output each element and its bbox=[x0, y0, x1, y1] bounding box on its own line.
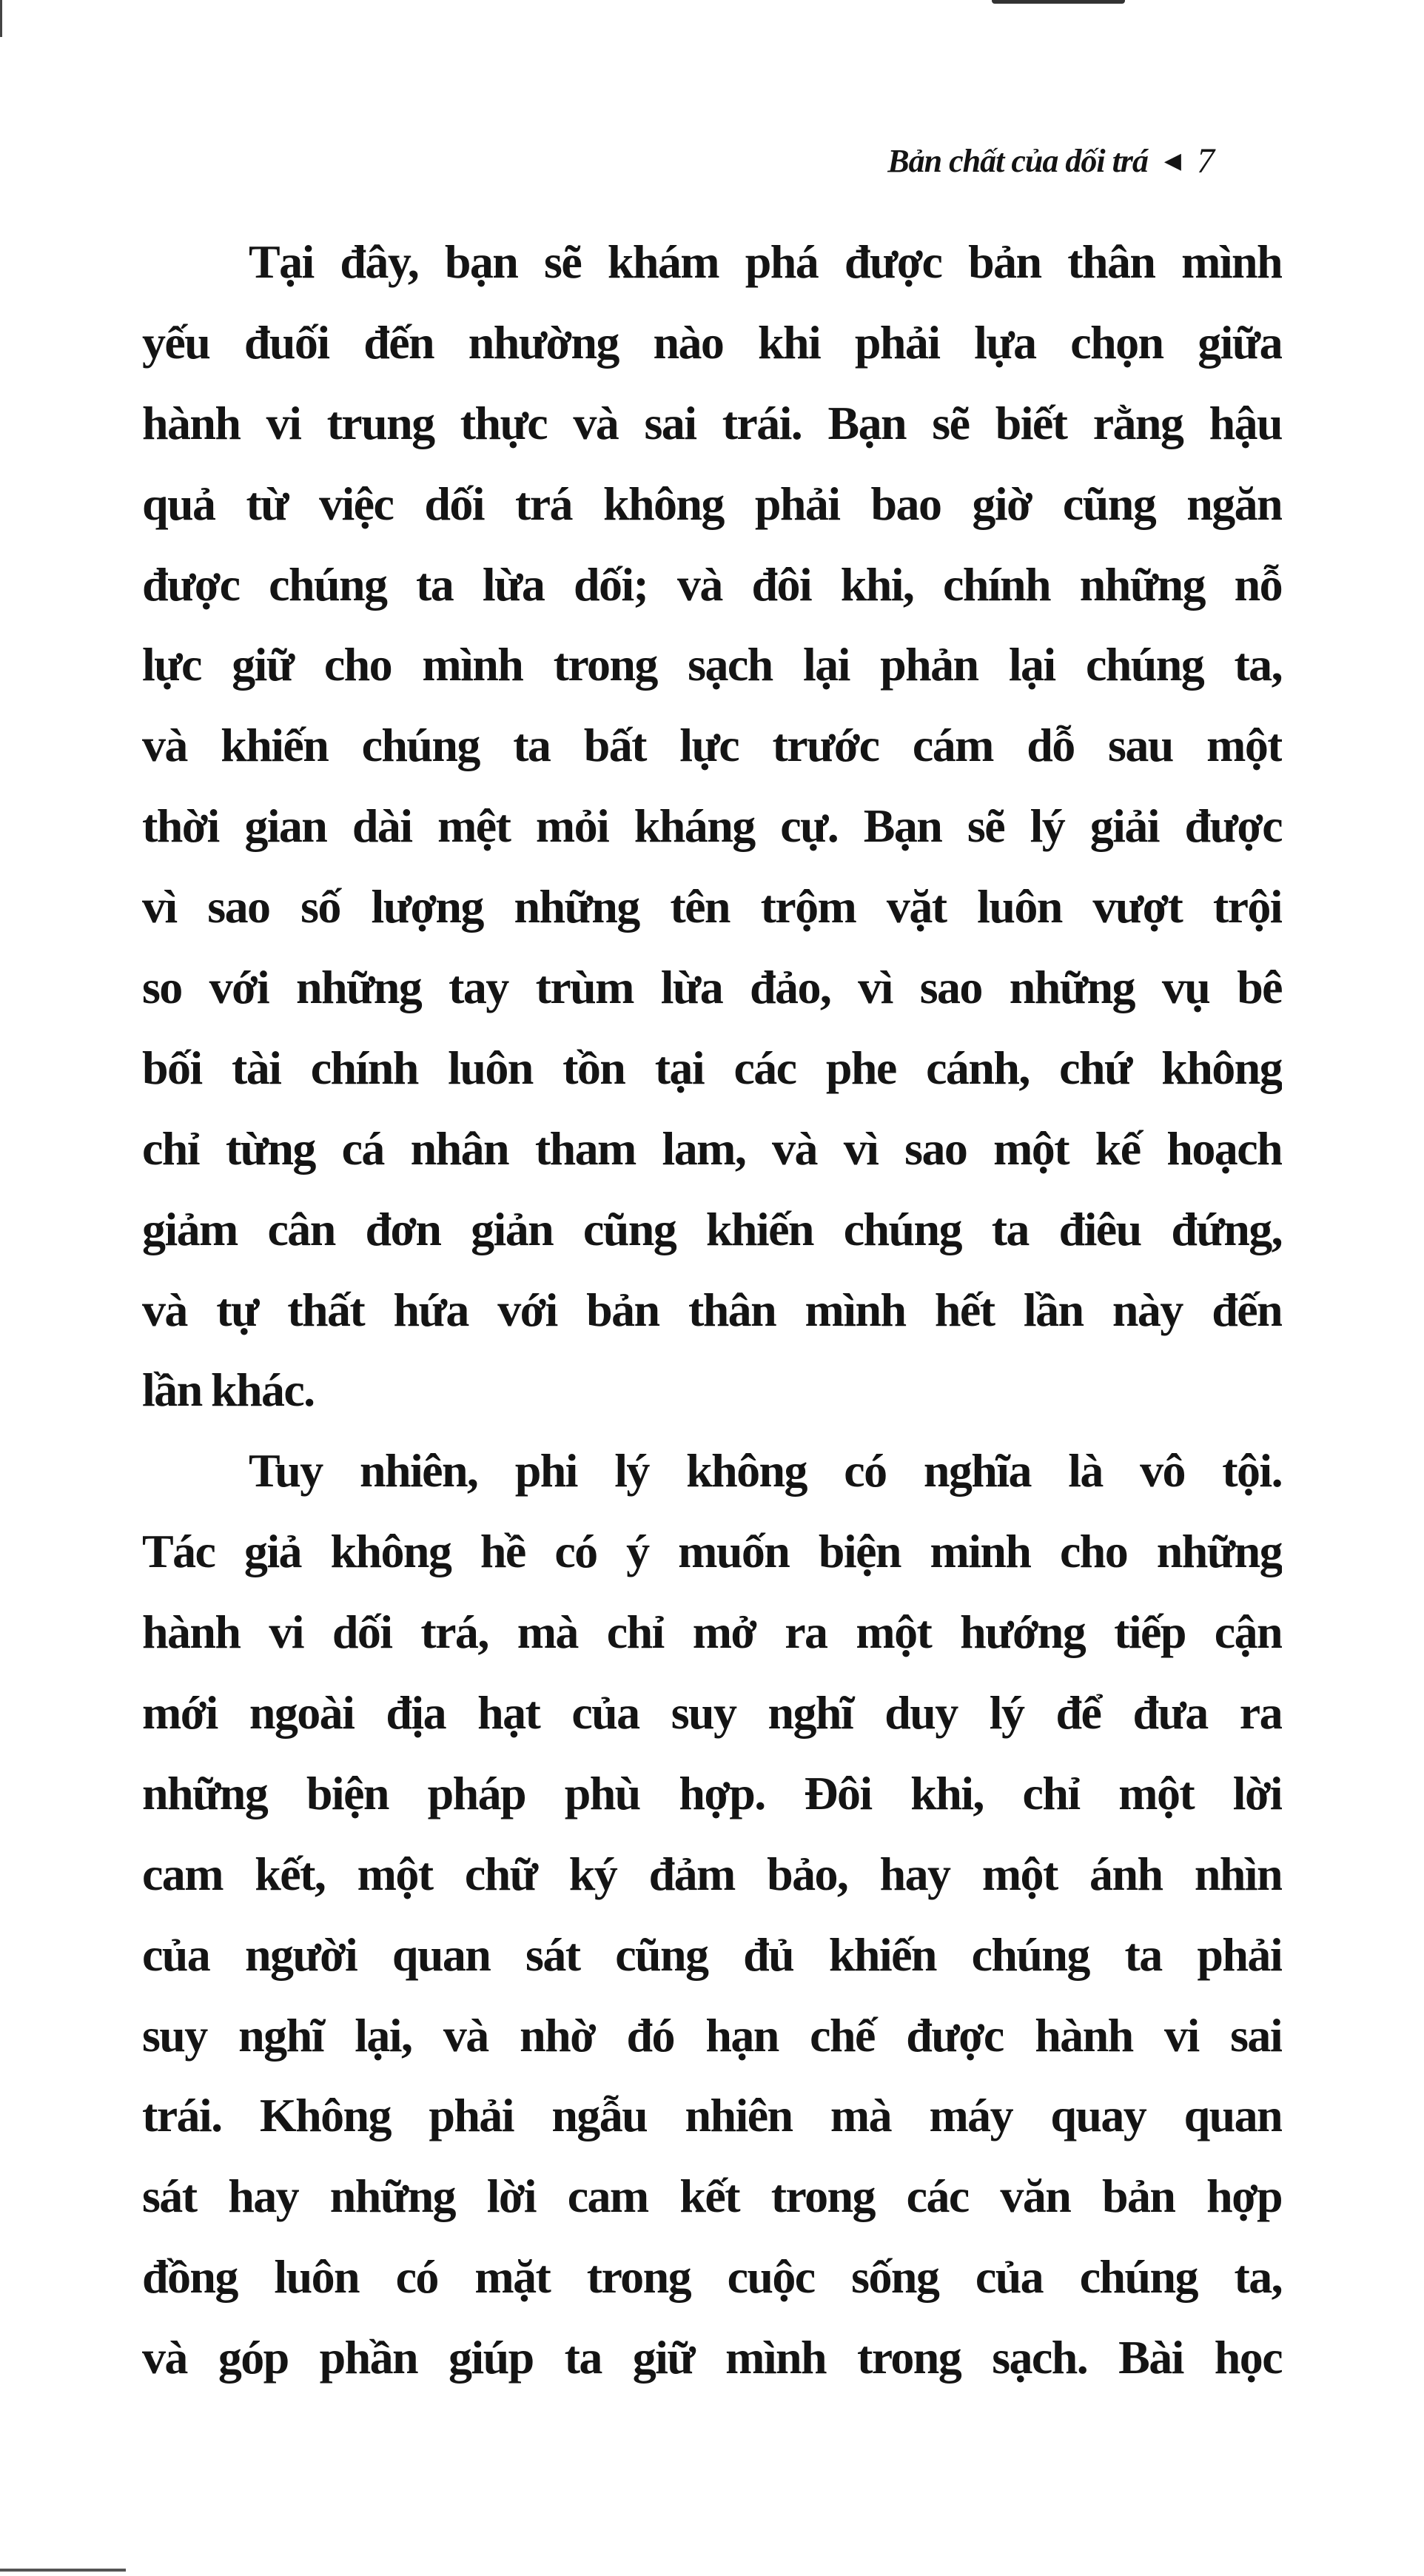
text-line: những biện pháp phù hợp. Đôi khi, chỉ một lời bbox=[142, 1766, 1282, 1819]
text-line: Tác giả không hề có ý muốn biện minh cho những bbox=[142, 1525, 1282, 1578]
page-number: 7 bbox=[1197, 141, 1214, 181]
text-line: lần khác. bbox=[142, 1364, 315, 1417]
text-line: quả từ việc dối trá không phải bao giờ cũng ngăn bbox=[142, 477, 1282, 530]
text-line: chỉ từng cá nhân tham lam, và vì sao một kế hoạch bbox=[142, 1121, 1282, 1175]
paragraph bbox=[142, 1431, 1282, 2398]
text-line: mới ngoài địa hạt của suy nghĩ duy lý để đưa ra bbox=[142, 1686, 1282, 1740]
running-head bbox=[887, 141, 1214, 181]
scan-edge-mark bbox=[992, 0, 1125, 4]
paragraph bbox=[142, 222, 1282, 1431]
text-line: bối tài chính luôn tồn tại các phe cánh, chứ không bbox=[142, 1041, 1282, 1094]
text-line: đồng luôn có mặt trong cuộc sống của chúng ta, bbox=[142, 2250, 1282, 2304]
text-line: suy nghĩ lại, và nhờ đó hạn chế được hành vi sai bbox=[142, 2008, 1282, 2062]
text-line: so với những tay trùm lừa đảo, vì sao những vụ bê bbox=[142, 961, 1282, 1014]
text-line: yếu đuối đến nhường nào khi phải lựa chọn giữa bbox=[142, 315, 1282, 369]
text-line: cam kết, một chữ ký đảm bảo, hay một ánh nhìn bbox=[142, 1847, 1282, 1900]
text-line: Tuy nhiên, phi lý không có nghĩa là vô tội. bbox=[249, 1444, 1282, 1497]
text-line: hành vi trung thực và sai trái. Bạn sẽ biết rằng hậu bbox=[142, 396, 1282, 449]
scan-edge-mark bbox=[0, 2569, 126, 2572]
running-head-title: Bản chất của dối trá bbox=[887, 143, 1148, 179]
text-line: và khiến chúng ta bất lực trước cám dỗ sau một bbox=[142, 719, 1282, 772]
text-line: trái. Không phải ngẫu nhiên mà máy quay quan bbox=[142, 2089, 1282, 2142]
text-line: vì sao số lượng những tên trộm vặt luôn vượt trội bbox=[142, 880, 1282, 933]
text-line: và góp phần giúp ta giữ mình trong sạch. Bài học bbox=[142, 2331, 1282, 2384]
text-line: Tại đây, bạn sẽ khám phá được bản thân mình bbox=[249, 235, 1282, 288]
text-line: lực giữ cho mình trong sạch lại phản lại chúng ta, bbox=[142, 638, 1282, 691]
body-text bbox=[142, 222, 1282, 2398]
text-line: và tự thất hứa với bản thân mình hết lần này đến bbox=[142, 1283, 1282, 1336]
text-line: thời gian dài mệt mỏi kháng cự. Bạn sẽ lý giải được bbox=[142, 799, 1282, 853]
text-line: sát hay những lời cam kết trong các văn bản hợp bbox=[142, 2170, 1282, 2223]
scan-edge-mark bbox=[0, 0, 2, 37]
text-line: giảm cân đơn giản cũng khiến chúng ta điêu đứng, bbox=[142, 1202, 1282, 1255]
text-line: của người quan sát cũng đủ khiến chúng ta phải bbox=[142, 1928, 1282, 1981]
text-line: được chúng ta lừa dối; và đôi khi, chính những nỗ bbox=[142, 557, 1282, 611]
triangle-left-icon: ◀ bbox=[1163, 149, 1180, 173]
text-line: hành vi dối trá, mà chỉ mở ra một hướng tiếp cận bbox=[142, 1606, 1282, 1659]
